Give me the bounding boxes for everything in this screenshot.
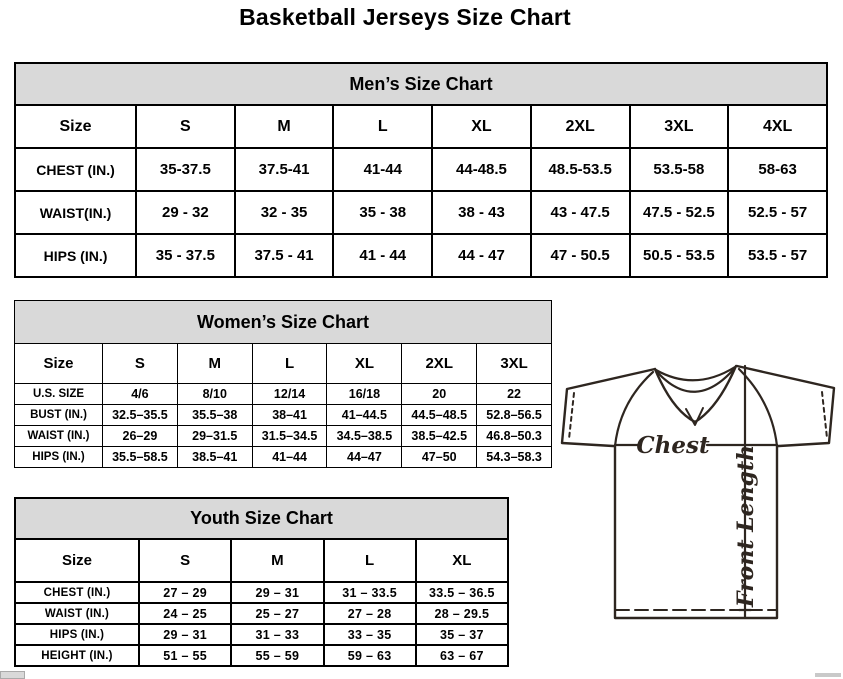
row-label: U.S. SIZE — [15, 384, 103, 405]
jersey-diagram-svg — [556, 356, 843, 632]
table-row — [15, 384, 552, 405]
row-label: HEIGHT (IN.) — [15, 645, 139, 666]
table-cell: 29 - 32 — [136, 191, 235, 234]
size-header-row — [15, 344, 552, 384]
scrollbar-fragment-right[interactable] — [815, 673, 841, 677]
table-cell: 22 — [477, 384, 552, 405]
table-row — [15, 645, 508, 666]
table-row — [15, 148, 827, 191]
table-cell: 35-37.5 — [136, 148, 235, 191]
table-title: Youth Size Chart — [15, 498, 508, 539]
column-header: L — [324, 539, 416, 582]
table-cell: 29 – 31 — [139, 624, 231, 645]
table-cell: 48.5-53.5 — [531, 148, 630, 191]
size-header-row — [15, 539, 508, 582]
column-header: 4XL — [728, 105, 827, 148]
table-cell: 31 – 33 — [231, 624, 323, 645]
table-title-row — [15, 301, 552, 344]
jersey-measurement-diagram — [556, 356, 843, 632]
table-cell: 41–44 — [252, 447, 327, 468]
column-header: XL — [432, 105, 531, 148]
table-row — [15, 234, 827, 277]
table-cell: 28 – 29.5 — [416, 603, 508, 624]
table-cell: 52.5 - 57 — [728, 191, 827, 234]
table-cell: 46.8–50.3 — [477, 426, 552, 447]
column-header: S — [139, 539, 231, 582]
table-cell: 12/14 — [252, 384, 327, 405]
table-cell: 59 – 63 — [324, 645, 416, 666]
column-header: S — [136, 105, 235, 148]
table-title: Men’s Size Chart — [15, 63, 827, 105]
table-cell: 63 – 67 — [416, 645, 508, 666]
womens-table — [14, 300, 552, 468]
row-label: HIPS (IN.) — [15, 234, 136, 277]
column-header: 2XL — [402, 344, 477, 384]
table-cell: 44.5–48.5 — [402, 405, 477, 426]
size-header-row — [15, 105, 827, 148]
table-cell: 43 - 47.5 — [531, 191, 630, 234]
front-length-label: Front Length — [733, 444, 759, 608]
table-cell: 47–50 — [402, 447, 477, 468]
column-header: 3XL — [630, 105, 729, 148]
table-cell: 53.5-58 — [630, 148, 729, 191]
table-title-row — [15, 63, 827, 105]
table-cell: 51 – 55 — [139, 645, 231, 666]
table-cell: 37.5 - 41 — [235, 234, 334, 277]
column-header: Size — [15, 539, 139, 582]
table-cell: 31 – 33.5 — [324, 582, 416, 603]
row-label: HIPS (IN.) — [15, 447, 103, 468]
table-row — [15, 624, 508, 645]
table-cell: 20 — [402, 384, 477, 405]
row-label: CHEST (IN.) — [15, 148, 136, 191]
table-cell: 8/10 — [177, 384, 252, 405]
table-cell: 35 - 37.5 — [136, 234, 235, 277]
table-cell: 50.5 - 53.5 — [630, 234, 729, 277]
table-cell: 34.5–38.5 — [327, 426, 402, 447]
column-header: M — [177, 344, 252, 384]
table-cell: 58-63 — [728, 148, 827, 191]
page-title: Basketball Jerseys Size Chart — [239, 4, 571, 30]
table-row — [15, 603, 508, 624]
right-cuff-stitch-line — [822, 392, 827, 438]
left-cuff-stitch-line — [569, 393, 574, 439]
column-header: M — [235, 105, 334, 148]
row-label: WAIST(IN.) — [15, 191, 136, 234]
column-header: Size — [15, 344, 103, 384]
table-cell: 4/6 — [103, 384, 178, 405]
table-cell: 33.5 – 36.5 — [416, 582, 508, 603]
scrollbar-fragment-left[interactable] — [0, 671, 25, 679]
table-cell: 37.5-41 — [235, 148, 334, 191]
table-title-row — [15, 498, 508, 539]
table-cell: 52.8–56.5 — [477, 405, 552, 426]
table-cell: 54.3–58.3 — [477, 447, 552, 468]
jersey-body-outline — [562, 366, 834, 618]
column-header: 3XL — [477, 344, 552, 384]
table-row — [15, 191, 827, 234]
column-header: L — [252, 344, 327, 384]
column-header: L — [333, 105, 432, 148]
table-cell: 16/18 — [327, 384, 402, 405]
table-row — [15, 582, 508, 603]
column-header: 2XL — [531, 105, 630, 148]
table-cell: 47 - 50.5 — [531, 234, 630, 277]
row-label: WAIST (IN.) — [15, 426, 103, 447]
row-label: BUST (IN.) — [15, 405, 103, 426]
table-cell: 25 – 27 — [231, 603, 323, 624]
table-cell: 26–29 — [103, 426, 178, 447]
table-row — [15, 405, 552, 426]
column-header: M — [231, 539, 323, 582]
column-header: S — [103, 344, 178, 384]
table-cell: 32.5–35.5 — [103, 405, 178, 426]
table-cell: 32 - 35 — [235, 191, 334, 234]
table-cell: 41 - 44 — [333, 234, 432, 277]
table-cell: 31.5–34.5 — [252, 426, 327, 447]
table-title: Women’s Size Chart — [15, 301, 552, 344]
youth-table — [14, 497, 509, 667]
table-cell: 55 – 59 — [231, 645, 323, 666]
column-header: Size — [15, 105, 136, 148]
table-cell: 35 – 37 — [416, 624, 508, 645]
youth-size-chart-table — [14, 497, 509, 667]
table-cell: 41–44.5 — [327, 405, 402, 426]
mens-table — [14, 62, 828, 278]
table-cell: 27 – 28 — [324, 603, 416, 624]
table-cell: 27 – 29 — [139, 582, 231, 603]
column-header: XL — [416, 539, 508, 582]
table-cell: 35.5–38 — [177, 405, 252, 426]
table-cell: 41-44 — [333, 148, 432, 191]
table-cell: 38 - 43 — [432, 191, 531, 234]
row-label: CHEST (IN.) — [15, 582, 139, 603]
womens-size-chart-table — [14, 300, 552, 468]
mens-size-chart-table — [14, 62, 828, 278]
table-cell: 24 – 25 — [139, 603, 231, 624]
table-cell: 29 – 31 — [231, 582, 323, 603]
row-label: HIPS (IN.) — [15, 624, 139, 645]
table-cell: 38.5–42.5 — [402, 426, 477, 447]
table-cell: 44-48.5 — [432, 148, 531, 191]
table-cell: 38–41 — [252, 405, 327, 426]
table-cell: 44–47 — [327, 447, 402, 468]
chest-label: Chest — [636, 432, 710, 459]
table-cell: 38.5–41 — [177, 447, 252, 468]
table-row — [15, 426, 552, 447]
table-cell: 35 - 38 — [333, 191, 432, 234]
table-cell: 33 – 35 — [324, 624, 416, 645]
table-cell: 35.5–58.5 — [103, 447, 178, 468]
column-header: XL — [327, 344, 402, 384]
table-cell: 53.5 - 57 — [728, 234, 827, 277]
table-row — [15, 447, 552, 468]
table-cell: 47.5 - 52.5 — [630, 191, 729, 234]
table-cell: 29–31.5 — [177, 426, 252, 447]
table-cell: 44 - 47 — [432, 234, 531, 277]
row-label: WAIST (IN.) — [15, 603, 139, 624]
